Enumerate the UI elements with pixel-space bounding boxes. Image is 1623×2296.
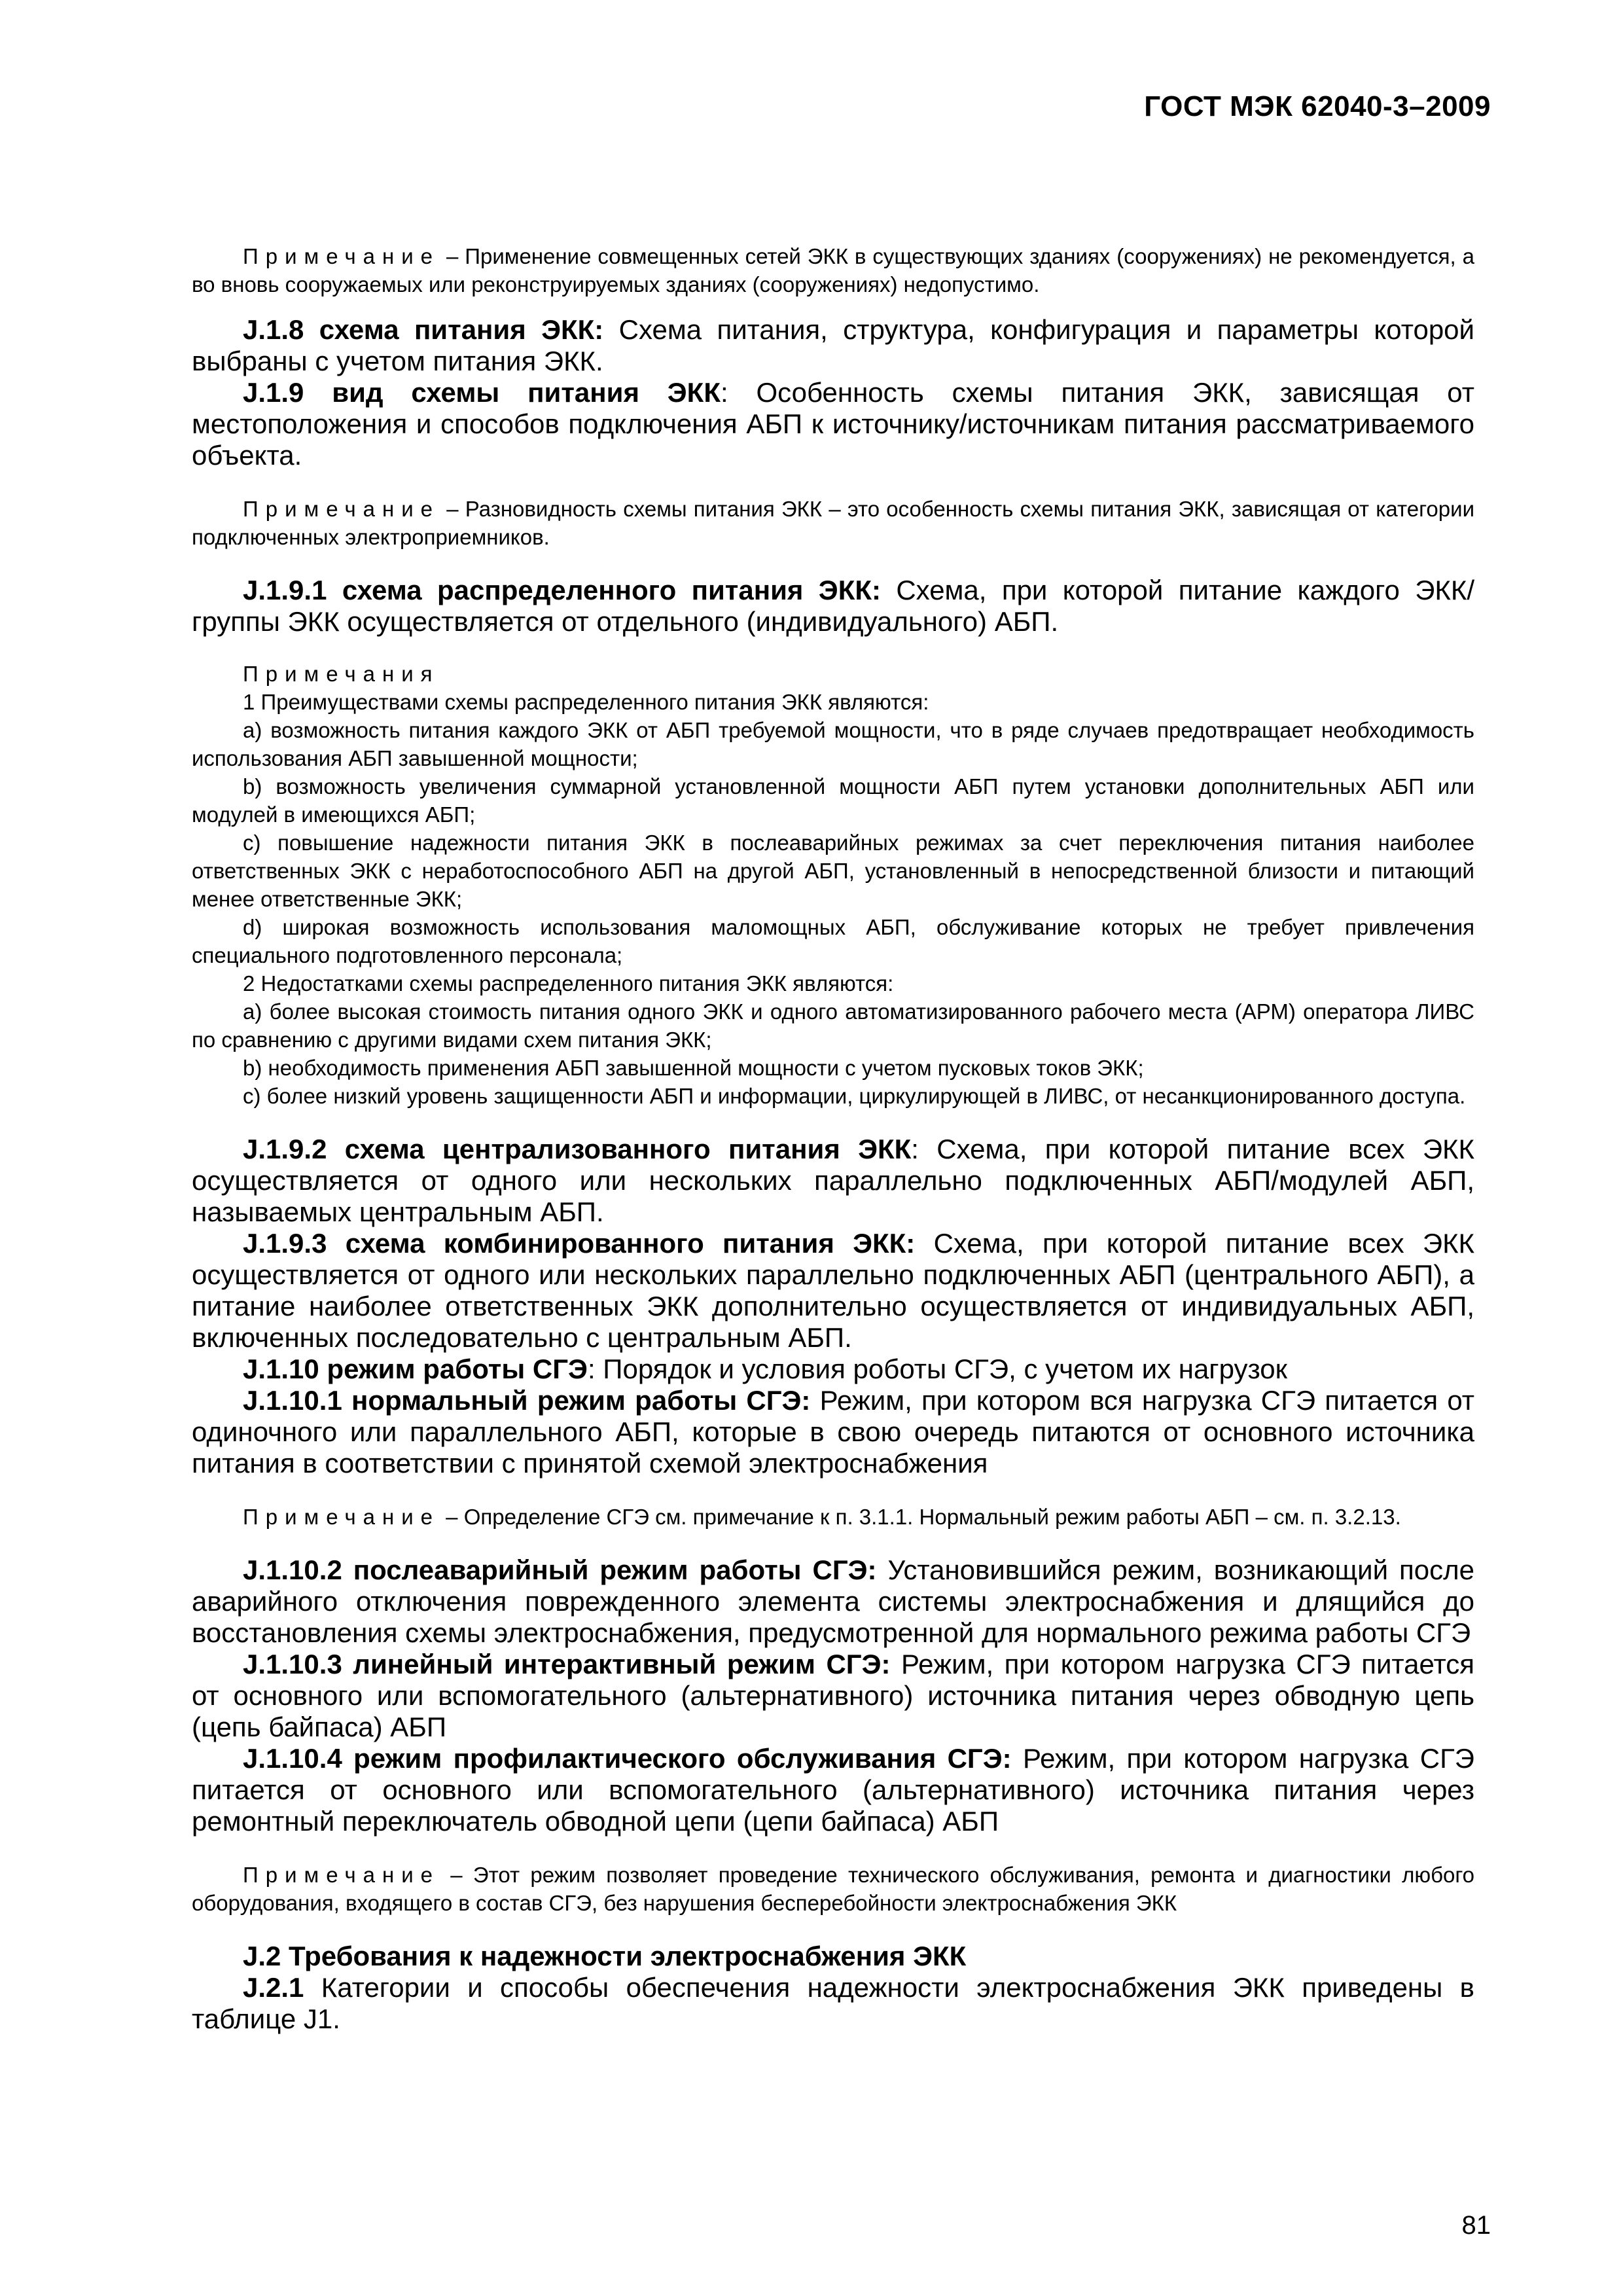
definition: Установившийся режим, возникающий после аварийного отключения поврежденного элемента системы электроснабжения и длящийся до восстановления схемы электроснабжения, предусмотренной для нормального режима работы СГЭ bbox=[192, 1554, 1474, 1648]
note-paragraph bbox=[192, 1861, 1474, 1917]
clause-j1-10-4 bbox=[192, 1743, 1474, 1837]
note-item: d) широкая возможность использования маломощных АБП, обслуживание которых не требует привлечения специального подготовленного персонала; bbox=[192, 915, 1474, 967]
term: J.1.10.4 режим профилактического обслуживания СГЭ: bbox=[243, 1743, 1012, 1774]
term: J.1.9.1 схема распределенного питания ЭКК: bbox=[243, 575, 881, 605]
term: J.1.9 вид схемы питания ЭКК bbox=[243, 377, 721, 408]
note-item: а) возможность питания каждого ЭКК от АБП требуемой мощности, что в ряде случаев предотвращает необходимость использования АБП завышенной мощности; bbox=[192, 718, 1474, 770]
definition: Режим, при котором нагрузка СГЭ питается от основного или вспомогательного (альтернативного) источника питания через обводную цепь (цепь байпаса) АБП bbox=[192, 1649, 1475, 1742]
term: J.1.9.3 схема комбинированного питания ЭКК: bbox=[243, 1228, 916, 1259]
clause-j2-1 bbox=[192, 1972, 1474, 2035]
note-label: Примечание bbox=[243, 497, 440, 521]
note-paragraph bbox=[192, 495, 1474, 551]
note-item: 2 Недостатками схемы распределенного питания ЭКК являются: bbox=[243, 971, 894, 996]
term: J.1.10 режим работы СГЭ bbox=[243, 1354, 588, 1384]
definition: : Особенность схемы питания ЭКК, зависящая от местоположения и способов подключения АБП к источнику/источникам питания рассматриваемого объекта. bbox=[192, 377, 1474, 471]
definition: Категории и способы обеспечения надежности электроснабжения ЭКК приведены в таблице J1. bbox=[192, 1972, 1474, 2034]
note-label: Примечание bbox=[243, 1505, 440, 1529]
clause-j1-9 bbox=[192, 377, 1474, 471]
note-item: с) более низкий уровень защищенности АБП и информации, циркулирующей в ЛИВС, от несанкционированного доступа. bbox=[243, 1084, 1466, 1108]
definition: Режим, при котором нагрузка СГЭ питается от основного или вспомогательного (альтернативного) источника питания через ремонтный переключатель обводной цепи (цепи байпаса) АБП bbox=[192, 1743, 1474, 1837]
note-item: а) более высокая стоимость питания одного ЭКК и одного автоматизированного рабочего места (АРМ) оператора ЛИВС по сравнению с другими видами схем питания ЭКК; bbox=[192, 999, 1474, 1052]
notes-block bbox=[192, 660, 1474, 1110]
note-text: – Этот режим позволяет проведение технического обслуживания, ремонта и диагностики любого оборудования, входящего в состав СГЭ, без нарушения бесперебойности электроснабжения ЭКК bbox=[192, 1863, 1474, 1915]
term: J.2.1 bbox=[243, 1972, 304, 2003]
definition: Схема, при которой питание всех ЭКК осуществляется от одного или нескольких параллельно подключенных АБП (центрального АБП), а питание наиболее ответственных ЭКК дополнительно осуществляется от индивидуальных АБП, включенных последовательно с центральным АБП. bbox=[192, 1228, 1474, 1353]
note-item: с) повышение надежности питания ЭКК в послеаварийных режимах за счет переключения питания наиболее ответственных ЭКК с неработоспособного АБП на другой АБП, установленный в непосредственной близости и питающий менее ответственные ЭКК; bbox=[192, 831, 1474, 911]
definition: : Схема, при которой питание всех ЭКК осуществляется от одного или нескольких параллельно подключенных АБП/модулей АБП, называемых центральным АБП. bbox=[192, 1134, 1474, 1227]
term: J.1.10.2 послеаварийный режим работы СГЭ: bbox=[243, 1554, 877, 1585]
definition: Режим, при котором вся нагрузка СГЭ питается от одиночного или параллельного АБП, которые в свою очередь питаются от основного источника питания в соответствии с принятой схемой электроснабжения bbox=[192, 1385, 1474, 1479]
clause-j1-9-1 bbox=[192, 575, 1474, 637]
clause-j1-10-3 bbox=[192, 1649, 1474, 1743]
note-item: b) возможность увеличения суммарной установленной мощности АБП путем установки дополнительных АБП или модулей в имеющихся АБП; bbox=[192, 774, 1474, 827]
notes-label: Примечания bbox=[243, 662, 440, 686]
term: J.1.10.3 линейный интерактивный режим СГЭ: bbox=[243, 1649, 891, 1679]
definition: : Порядок и условия роботы СГЭ, с учетом их нагрузок bbox=[587, 1354, 1288, 1384]
note-paragraph bbox=[192, 242, 1474, 298]
note-text: – Разновидность схемы питания ЭКК – это особенность схемы питания ЭКК, зависящая от категории подключенных электроприемников. bbox=[192, 497, 1474, 549]
page-body bbox=[192, 242, 1474, 2035]
clause-j1-9-3 bbox=[192, 1228, 1474, 1354]
clause-j1-9-2 bbox=[192, 1134, 1474, 1228]
term: J.1.8 схема питания ЭКК: bbox=[243, 314, 604, 345]
note-item: b) необходимость применения АБП завышенной мощности с учетом пусковых токов ЭКК; bbox=[243, 1056, 1144, 1080]
note-label: Примечание bbox=[243, 1863, 440, 1887]
definition: Схема, при которой питание каждого ЭКК/группы ЭКК осуществляется от отдельного (индивидуального) АБП. bbox=[192, 575, 1474, 637]
term: J.1.10.1 нормальный режим работы СГЭ: bbox=[243, 1385, 811, 1416]
term: J.1.9.2 схема централизованного питания ЭКК bbox=[243, 1134, 912, 1164]
note-label: Примечание bbox=[243, 244, 440, 268]
note-paragraph bbox=[192, 1503, 1474, 1531]
note-text: – Применение совмещенных сетей ЭКК в существующих зданиях (сооружениях) не рекомендуется, а во вновь сооружаемых или реконструируемых зданиях (сооружениях) недопустимо. bbox=[192, 244, 1474, 296]
clause-j1-8 bbox=[192, 314, 1474, 377]
document-header: ГОСТ МЭК 62040-3–2009 bbox=[1144, 90, 1491, 122]
definition: Схема питания, структура, конфигурация и параметры которой выбраны с учетом питания ЭКК. bbox=[192, 314, 1474, 376]
clause-j1-10 bbox=[192, 1354, 1474, 1385]
note-item: 1 Преимуществами схемы распределенного питания ЭКК являются: bbox=[243, 690, 929, 714]
note-text: – Определение СГЭ см. примечание к п. 3.1.1. Нормальный режим работы АБП – см. п. 3.2.13. bbox=[440, 1505, 1401, 1529]
section-heading-j2: J.2 Требования к надежности электроснабжения ЭКК bbox=[243, 1941, 967, 1971]
clause-j1-10-2 bbox=[192, 1554, 1474, 1649]
clause-j1-10-1 bbox=[192, 1385, 1474, 1479]
page-number: 81 bbox=[1461, 2211, 1491, 2240]
